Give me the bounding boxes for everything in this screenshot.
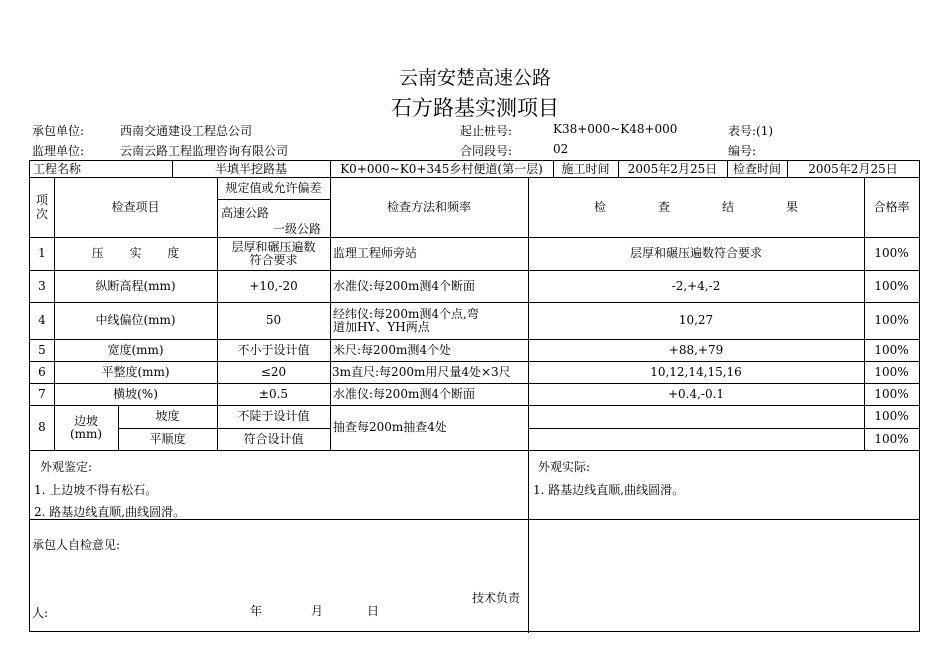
date-year-label: 年 <box>250 604 263 618</box>
station-value: K38+000~K48+000 <box>553 122 678 136</box>
contract-value: 02 <box>553 142 569 156</box>
appearance-actual-title: 外观实际: <box>538 460 591 474</box>
table-row-spec: ≤20 <box>260 364 287 379</box>
serial-number-label: 编号: <box>728 144 757 158</box>
header-result <box>528 177 864 237</box>
header-item-no: 项次 <box>35 193 48 221</box>
table-row-pass: 100% <box>874 246 909 260</box>
date-month-label: 月 <box>311 604 324 618</box>
appearance-actual-item: 1. 路基边线直顺,曲线圆滑。 <box>533 483 685 497</box>
contractor-value: 西南交通建设工程总公司 <box>120 124 253 138</box>
slope-row-no: 8 <box>38 420 46 434</box>
table-row-pass: 100% <box>874 342 909 357</box>
table-row-no: 5 <box>38 342 46 357</box>
appearance-eval-title: 外观鉴定: <box>40 460 93 474</box>
date-day-label: 日 <box>367 604 380 618</box>
table-row-result: 10,12,14,15,16 <box>650 364 742 379</box>
station-label: 起止桩号: <box>460 124 513 138</box>
table-row-result: +88,+79 <box>668 342 724 357</box>
slope-label <box>54 405 118 450</box>
title-line2: 石方路基实测项目 <box>391 96 559 120</box>
table-row-item: 压 实 度 <box>91 246 180 260</box>
table-row-method: 水准仪:每200m测4个断面 <box>333 278 475 293</box>
table-row-spec: +10,-20 <box>249 278 298 293</box>
table-row-result: 层厚和碾压遍数符合要求 <box>629 246 762 260</box>
appearance-eval-item: 1. 上边坡不得有松石。 <box>34 483 158 497</box>
table-row-item: 宽度(mm) <box>107 342 164 357</box>
table-row-pass: 100% <box>874 278 909 293</box>
table-row-method: 监理工程师旁站 <box>333 246 418 260</box>
table-row-no: 3 <box>38 278 46 293</box>
contract-label: 合同段号: <box>460 144 513 158</box>
table-row-item: 横坡(%) <box>113 386 158 401</box>
table-row-no: 7 <box>38 386 46 401</box>
responsible-person-label: 人: <box>32 606 49 620</box>
table-row-method: 经纬仪:每200m测4个点,弯道加HY、YH两点 <box>333 306 479 334</box>
inspection-form <box>29 160 920 632</box>
table-row-spec: 50 <box>265 313 282 327</box>
inspection-time-label: 检查时间 <box>732 161 781 176</box>
project-name-value: 半填半挖路基 <box>214 161 287 176</box>
table-row-no: 1 <box>38 246 46 260</box>
construction-time-value: 2005年2月25日 <box>627 161 718 176</box>
slope-method: 抽查每200m抽查4处 <box>333 420 447 434</box>
title-line1: 云南安楚高速公路 <box>398 67 551 89</box>
table-row-no: 6 <box>38 364 46 379</box>
header-result-char-3: 结 <box>721 199 734 214</box>
table-row-pass: 100% <box>874 364 909 379</box>
table-row-pass: 100% <box>874 386 909 401</box>
table-row-method: 米尺:每200m测4个处 <box>333 342 451 357</box>
header-check-item: 检查项目 <box>111 199 160 214</box>
slope-pass-smoothness: 100% <box>874 431 909 446</box>
table-row-item: 纵断高程(mm) <box>95 278 176 293</box>
table-row-spec: 不小于设计值 <box>237 342 310 357</box>
table-row-item: 平整度(mm) <box>101 364 170 379</box>
slope-pass-gradient: 100% <box>874 409 909 423</box>
header-result-char-1: 检 <box>593 199 606 214</box>
header-result-char-4: 果 <box>785 199 798 214</box>
construction-time-label: 施工时间 <box>561 161 610 176</box>
project-name-label: 工程名称 <box>33 161 82 176</box>
appearance-eval-item: 2. 路基边线直顺,曲线圆滑。 <box>34 505 186 519</box>
header-spec: 规定值或允许偏差 <box>225 180 322 195</box>
slope-spec-smoothness: 符合设计值 <box>243 431 304 446</box>
slope-spec-gradient: 不陡于设计值 <box>237 409 310 423</box>
supervisor-value: 云南云路工程监理咨询有限公司 <box>120 144 289 158</box>
table-row-method: 水准仪:每200m测4个断面 <box>333 386 475 401</box>
header-result-char-2: 查 <box>657 199 670 214</box>
table-row-result: -2,+4,-2 <box>671 278 721 293</box>
table-row-spec: 层厚和碾压遍数符合要求 <box>231 239 316 267</box>
slope-label-text: 边坡 <box>73 413 98 428</box>
self-check-title: 承包人自检意见: <box>32 538 121 552</box>
header-highway: 高速公路 <box>221 206 270 220</box>
table-row-method: 3m直尺:每200m用尺量4处×3尺 <box>332 364 511 379</box>
slope-sub-smoothness: 平顺度 <box>149 431 186 446</box>
header-pass-rate: 合格率 <box>873 199 910 214</box>
project-range: K0+000~K0+345乡村便道(第一层) <box>340 161 543 176</box>
table-row-result: +0.4,-0.1 <box>667 386 725 401</box>
header-level1: 一级公路 <box>273 222 322 236</box>
table-row-spec: ±0.5 <box>258 386 289 401</box>
inspection-time-value: 2005年2月25日 <box>808 161 898 176</box>
table-row-pass: 100% <box>874 313 909 327</box>
supervisor-label: 监理单位: <box>32 144 85 158</box>
tech-responsible-label: 技术负责 <box>472 591 521 605</box>
header-method: 检查方法和频率 <box>386 199 471 214</box>
form-number: 表号:(1) <box>728 124 774 138</box>
table-row-result: 10,27 <box>678 313 714 327</box>
slope-sub-gradient: 坡度 <box>155 409 180 423</box>
table-row-no: 4 <box>38 313 46 327</box>
contractor-label: 承包单位: <box>32 124 85 138</box>
table-row-item: 中线偏位(mm) <box>95 313 176 327</box>
slope-label-unit: (mm) <box>69 426 103 441</box>
